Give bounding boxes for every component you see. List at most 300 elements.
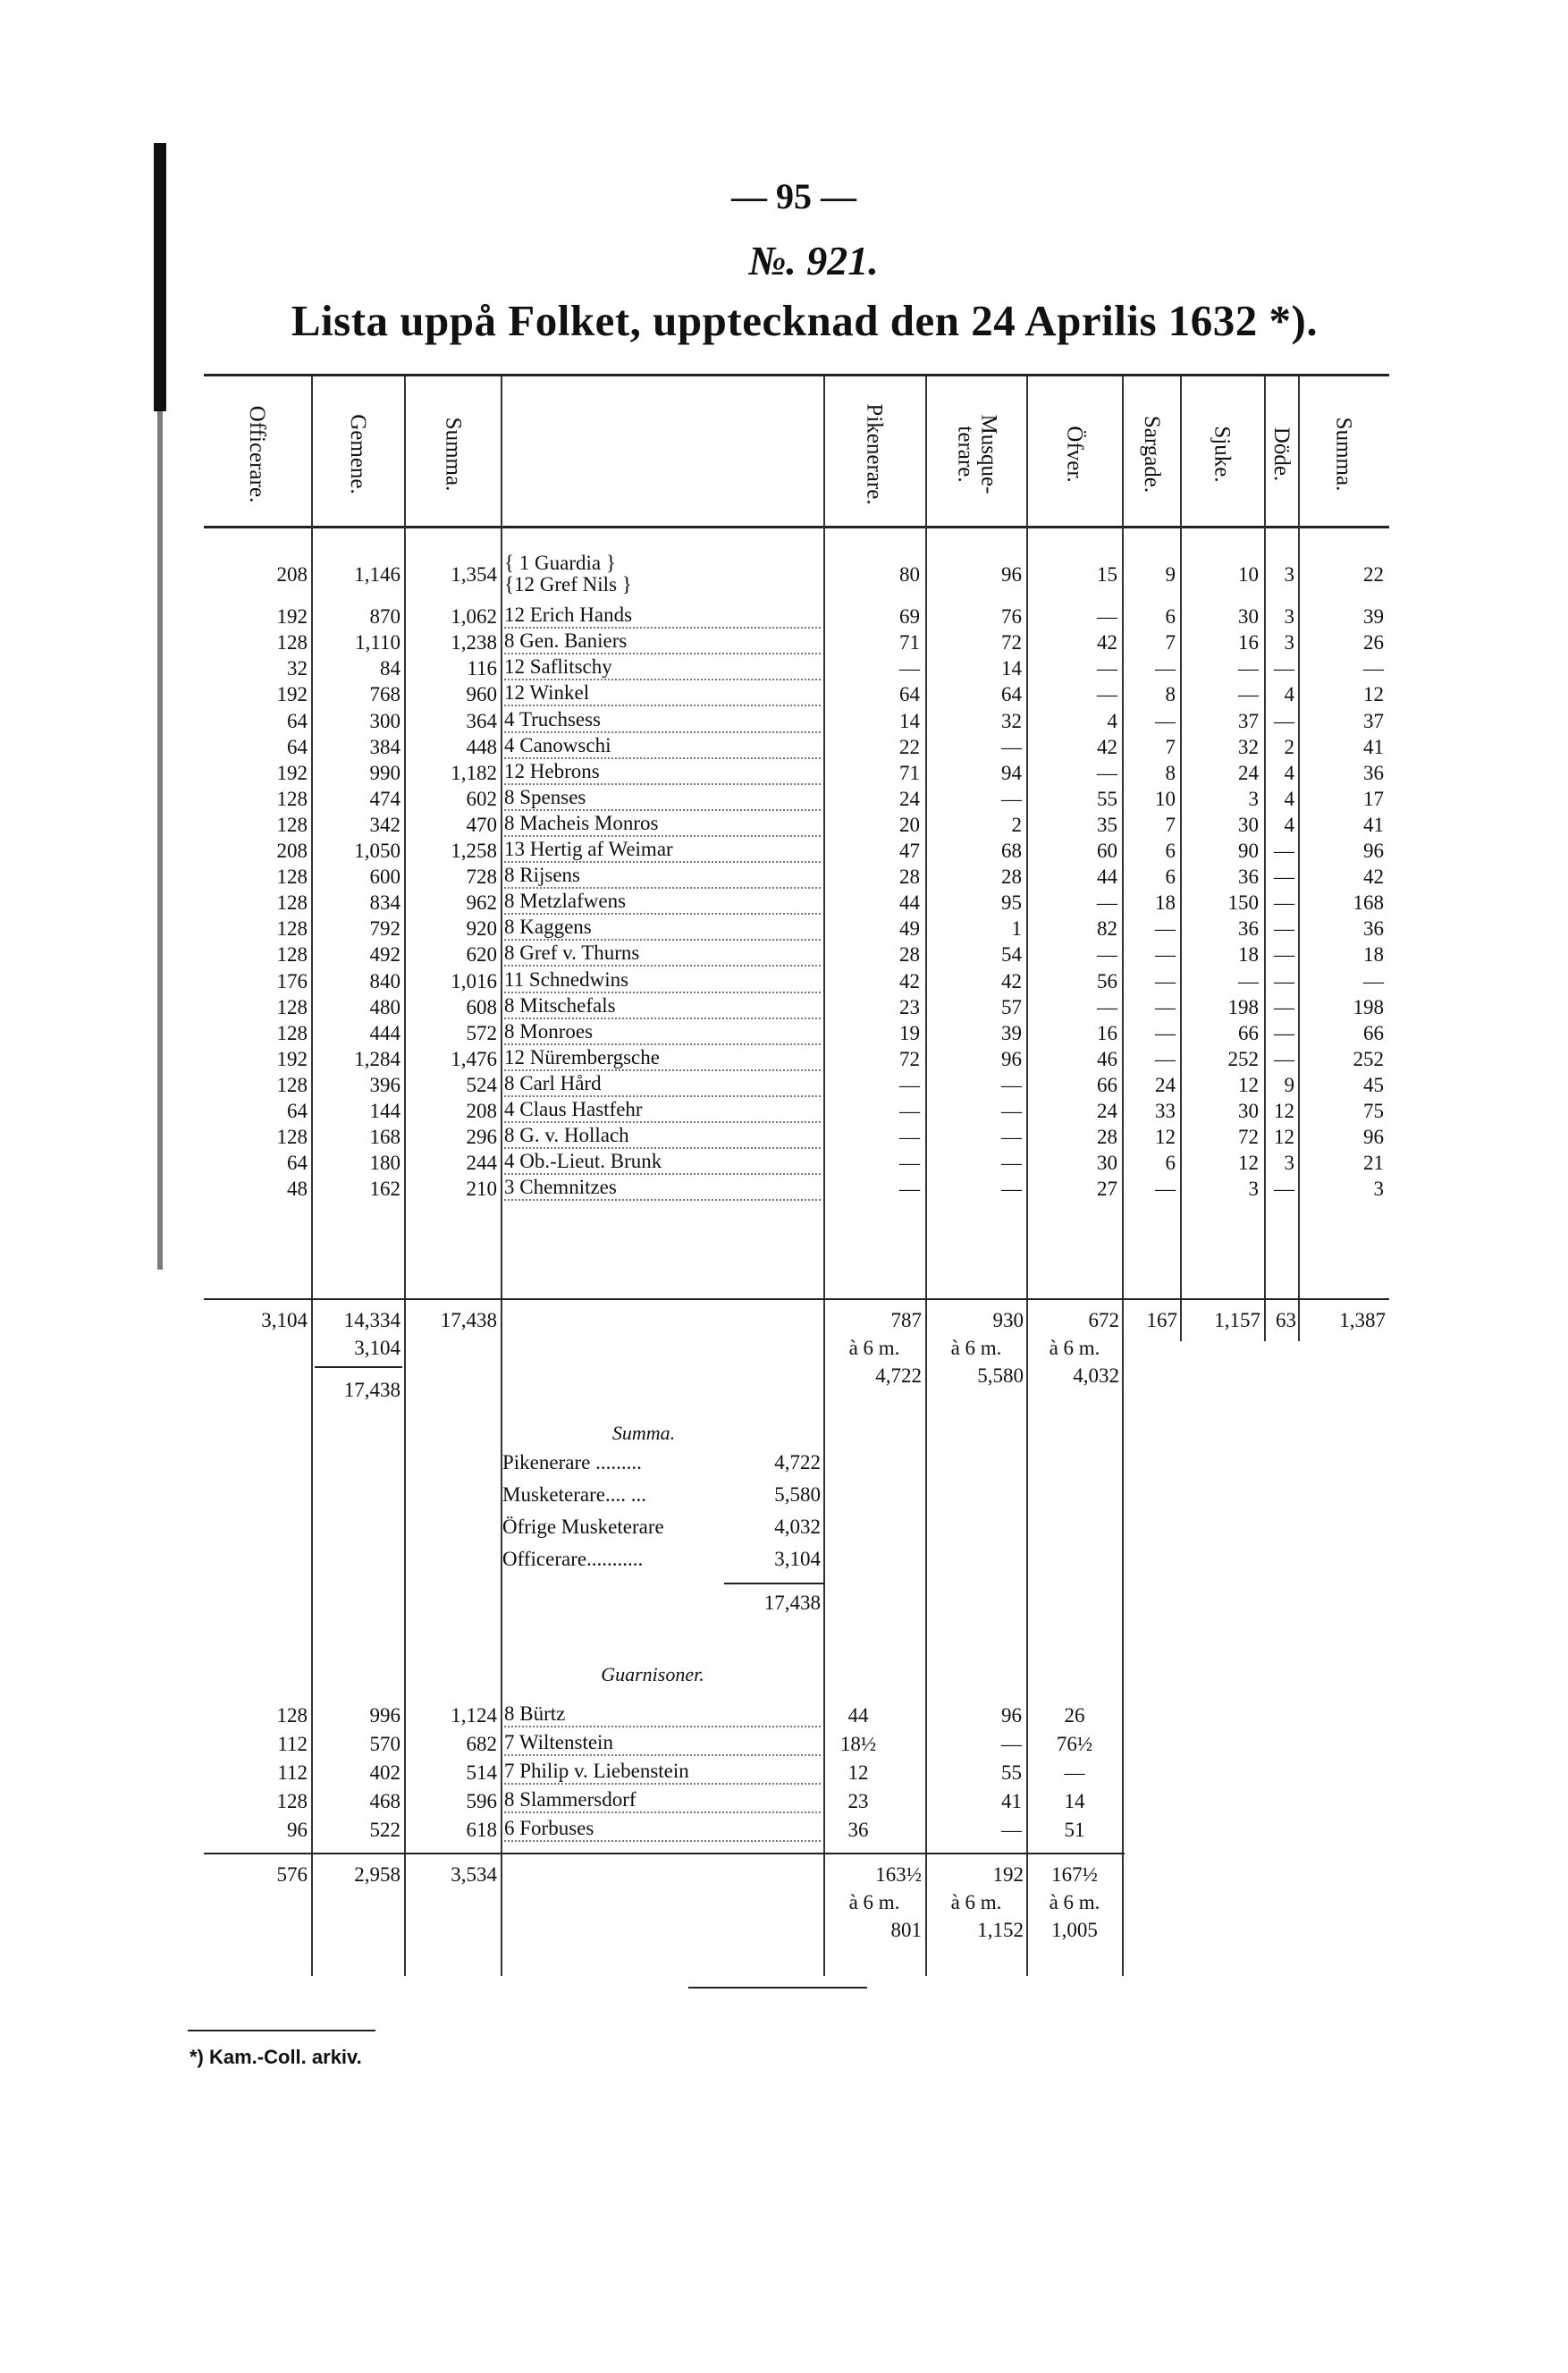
cell-summa: 296 bbox=[466, 1126, 497, 1149]
cell-sjuke: 252 bbox=[1227, 1047, 1259, 1070]
cell-summa: 618 bbox=[466, 1819, 497, 1841]
cell-summa: 1,182 bbox=[451, 761, 497, 784]
cell-dode: — bbox=[1274, 891, 1294, 915]
cell-sargade: 33 bbox=[1155, 1100, 1176, 1122]
cell-ofver: 46 bbox=[1097, 1047, 1117, 1070]
cell-summa: 960 bbox=[466, 683, 497, 706]
cell-pikenerare: — bbox=[899, 1152, 920, 1175]
cell-officerare: 128 bbox=[276, 787, 308, 810]
cell-dode: 3 bbox=[1284, 563, 1294, 586]
cell-pikenerare: — bbox=[899, 1126, 920, 1149]
cell-ofver: 82 bbox=[1097, 917, 1117, 941]
cell-summa-2: 17 bbox=[1363, 787, 1384, 810]
cell-summa-2: 12 bbox=[1363, 683, 1384, 706]
cell-summa: 620 bbox=[466, 943, 497, 967]
total-gemene: 14,334 bbox=[343, 1309, 400, 1331]
cell-pikenerare: 36 bbox=[847, 1819, 869, 1841]
cell-gemene: 168 bbox=[369, 1126, 400, 1149]
cell-sjuke: 24 bbox=[1238, 761, 1259, 784]
cell-officerare: 192 bbox=[276, 683, 308, 706]
cell-musqueterare: 28 bbox=[1001, 866, 1022, 889]
cell-summa-2: 21 bbox=[1363, 1152, 1384, 1175]
total-musqueterare: 930 bbox=[992, 1309, 1024, 1331]
cell-dode: — bbox=[1274, 1021, 1294, 1044]
cell-garrison: 6 Forbuses bbox=[504, 1817, 821, 1842]
garrison-total-musqueterare-rate: à 6 m. bbox=[950, 1891, 1002, 1913]
cell-summa: 682 bbox=[466, 1733, 497, 1755]
table-row bbox=[0, 734, 1568, 761]
footnote-rule bbox=[188, 2030, 375, 2031]
total-sargade: 167 bbox=[1146, 1309, 1177, 1331]
col-header-sargade: Sargade. bbox=[1140, 415, 1165, 494]
table-row bbox=[0, 629, 1568, 656]
cell-pikenerare: 42 bbox=[899, 969, 920, 992]
cell-gemene: 522 bbox=[369, 1819, 400, 1841]
cell-gemene: 1,146 bbox=[354, 563, 400, 586]
page-end-rule bbox=[688, 1987, 867, 1989]
cell-sargade: 18 bbox=[1155, 891, 1176, 915]
table-row bbox=[0, 1046, 1568, 1073]
cell-musqueterare: — bbox=[1001, 735, 1022, 758]
cell-musqueterare: 96 bbox=[1001, 563, 1022, 586]
cell-officerare: 128 bbox=[276, 1073, 308, 1096]
garrison-total-summa: 3,534 bbox=[451, 1863, 497, 1886]
cell-sargade: 9 bbox=[1165, 563, 1176, 586]
cell-regiment: 12 Nürembergsche bbox=[504, 1046, 821, 1071]
cell-summa: 210 bbox=[466, 1178, 497, 1201]
cell-ofver: 35 bbox=[1097, 813, 1117, 836]
cell-pikenerare: 71 bbox=[899, 761, 920, 784]
table-row bbox=[0, 812, 1568, 839]
cell-musqueterare: — bbox=[1001, 1100, 1022, 1122]
cell-dode: — bbox=[1274, 657, 1294, 680]
cell-sjuke: 30 bbox=[1238, 605, 1259, 629]
total-pikenerare-amount: 4,722 bbox=[875, 1364, 922, 1387]
cell-regiment: 8 Metzlafwens bbox=[504, 890, 821, 915]
total-gemene-net: 17,438 bbox=[343, 1379, 400, 1401]
scan-edge-mark bbox=[154, 143, 166, 411]
cell-pikenerare: 72 bbox=[899, 1047, 920, 1070]
cell-summa-2: 26 bbox=[1363, 631, 1384, 654]
garrison-total-ofver-rate: à 6 m. bbox=[1049, 1891, 1100, 1913]
cell-summa-2: 18 bbox=[1363, 943, 1384, 967]
footnote: *) Kam.-Coll. arkiv. bbox=[190, 2046, 362, 2068]
garrison-total-officerare: 576 bbox=[276, 1863, 308, 1886]
cell-ofver: 16 bbox=[1097, 1021, 1117, 1044]
cell-musqueterare: 42 bbox=[1001, 969, 1022, 992]
cell-officerare: 64 bbox=[287, 1152, 308, 1175]
cell-dode: — bbox=[1274, 917, 1294, 941]
table-row bbox=[0, 708, 1568, 735]
cell-sjuke: 12 bbox=[1238, 1073, 1259, 1096]
cell-sargade: 10 bbox=[1155, 787, 1176, 810]
table-row bbox=[0, 916, 1568, 942]
garrison-row bbox=[0, 1817, 1568, 1844]
table-row bbox=[0, 760, 1568, 787]
cell-regiment: 8 Rijsens bbox=[504, 864, 821, 889]
cell-sjuke: — bbox=[1238, 683, 1259, 706]
summary-line-label: Pikenerare ......... bbox=[502, 1451, 642, 1474]
cell-summa-2: 41 bbox=[1363, 735, 1384, 758]
cell-summa: 1,354 bbox=[451, 563, 497, 586]
cell-officerare: 128 bbox=[276, 891, 308, 915]
table-row bbox=[0, 942, 1568, 968]
summary-total-rule bbox=[724, 1583, 824, 1584]
cell-regiment: 3 Chemnitzes bbox=[504, 1176, 821, 1201]
col-header-summa-2: Summa. bbox=[1331, 417, 1355, 492]
cell-regiment: 8 Macheis Monros bbox=[504, 812, 821, 837]
cell-musqueterare: 94 bbox=[1001, 761, 1022, 784]
cell-sargade: — bbox=[1155, 657, 1176, 680]
cell-sargade: 7 bbox=[1165, 735, 1176, 758]
cell-sjuke: 12 bbox=[1238, 1152, 1259, 1175]
cell-officerare: 48 bbox=[287, 1178, 308, 1201]
table-row bbox=[0, 864, 1568, 891]
cell-regiment: 8 Kaggens bbox=[504, 916, 821, 941]
cell-summa-2: — bbox=[1363, 657, 1384, 680]
cell-sargade: 24 bbox=[1155, 1073, 1176, 1096]
cell-musqueterare: 68 bbox=[1001, 840, 1022, 862]
cell-ofver: 26 bbox=[1064, 1704, 1085, 1727]
table-row bbox=[0, 1176, 1568, 1203]
total-gemene-minus: 3,104 bbox=[354, 1337, 400, 1359]
garrison-total-pikenerare-amount: 801 bbox=[890, 1919, 922, 1941]
cell-gemene: 384 bbox=[369, 735, 400, 758]
cell-officerare: 192 bbox=[276, 605, 308, 629]
summary-line-label: Musketerare.... ... bbox=[502, 1483, 646, 1506]
table-row bbox=[0, 786, 1568, 813]
cell-pikenerare: — bbox=[899, 657, 920, 680]
cell-pikenerare: — bbox=[899, 1100, 920, 1122]
cell-dode: — bbox=[1274, 840, 1294, 862]
cell-sjuke: 90 bbox=[1238, 840, 1259, 862]
col-header-sjuke: Sjuke. bbox=[1210, 426, 1235, 483]
cell-sjuke: 36 bbox=[1238, 917, 1259, 941]
cell-officerare: 128 bbox=[276, 866, 308, 889]
cell-ofver: 15 bbox=[1097, 563, 1117, 586]
cell-officerare: 128 bbox=[276, 1790, 308, 1812]
cell-officerare: 192 bbox=[276, 1047, 308, 1070]
cell-officerare: 128 bbox=[276, 917, 308, 941]
cell-musqueterare: — bbox=[1001, 1178, 1022, 1201]
cell-gemene: 162 bbox=[369, 1178, 400, 1201]
cell-summa: 602 bbox=[466, 787, 497, 810]
cell-summa-2: 75 bbox=[1363, 1100, 1384, 1122]
cell-sargade: — bbox=[1155, 709, 1176, 732]
table-row bbox=[0, 994, 1568, 1021]
cell-sargade: 7 bbox=[1165, 813, 1176, 836]
cell-sjuke: 30 bbox=[1238, 813, 1259, 836]
table-row bbox=[0, 553, 1568, 595]
cell-pikenerare: 64 bbox=[899, 683, 920, 706]
page-number: — 95 — bbox=[731, 176, 856, 216]
cell-gemene: 396 bbox=[369, 1073, 400, 1096]
cell-summa-2: 37 bbox=[1363, 709, 1384, 732]
cell-dode: 3 bbox=[1284, 631, 1294, 654]
cell-ofver: 51 bbox=[1064, 1819, 1085, 1841]
cell-regiment: 8 Gen. Baniers bbox=[504, 629, 821, 654]
table-row bbox=[0, 1072, 1568, 1099]
cell-pikenerare: 69 bbox=[899, 605, 920, 629]
total-sjuke: 1,157 bbox=[1214, 1309, 1260, 1331]
cell-pikenerare: 18½ bbox=[839, 1733, 877, 1755]
cell-sargade: 6 bbox=[1165, 866, 1176, 889]
cell-musqueterare: 57 bbox=[1001, 995, 1022, 1018]
cell-pikenerare: 23 bbox=[899, 995, 920, 1018]
cell-summa: 728 bbox=[466, 866, 497, 889]
cell-summa: 920 bbox=[466, 917, 497, 941]
col-header-summa: Summa. bbox=[441, 417, 465, 492]
cell-gemene: 1,110 bbox=[355, 631, 400, 654]
cell-ofver: 42 bbox=[1097, 631, 1117, 654]
cell-summa: 596 bbox=[466, 1790, 497, 1812]
cell-sargade: — bbox=[1155, 917, 1176, 941]
cell-sjuke: 72 bbox=[1238, 1126, 1259, 1149]
cell-sjuke: — bbox=[1238, 969, 1259, 992]
cell-gemene: 600 bbox=[369, 866, 400, 889]
cell-officerare: 128 bbox=[276, 995, 308, 1018]
cell-ofver: — bbox=[1097, 891, 1117, 915]
cell-gemene: 840 bbox=[369, 969, 400, 992]
garrison-row bbox=[0, 1731, 1568, 1758]
cell-gemene: 1,284 bbox=[354, 1047, 400, 1070]
cell-officerare: 128 bbox=[276, 1126, 308, 1149]
total-ofver: 672 bbox=[1088, 1309, 1119, 1331]
document-number: №. 921. bbox=[748, 238, 879, 283]
cell-summa: 448 bbox=[466, 735, 497, 758]
cell-pikenerare: 24 bbox=[899, 787, 920, 810]
cell-musqueterare: — bbox=[1001, 1733, 1022, 1755]
cell-gemene: 474 bbox=[369, 787, 400, 810]
cell-musqueterare: 95 bbox=[1001, 891, 1022, 915]
cell-regiment: 4 Claus Hastfehr bbox=[504, 1098, 821, 1123]
cell-dode: 3 bbox=[1284, 605, 1294, 629]
cell-summa-2: 45 bbox=[1363, 1073, 1384, 1096]
cell-summa-2: 39 bbox=[1363, 605, 1384, 629]
cell-summa-2: 168 bbox=[1353, 891, 1384, 915]
cell-regiment: 8 G. v. Hollach bbox=[504, 1124, 821, 1149]
cell-summa-2: 252 bbox=[1353, 1047, 1384, 1070]
cell-sjuke: 3 bbox=[1248, 787, 1259, 810]
cell-pikenerare: — bbox=[899, 1178, 920, 1201]
cell-ofver: 66 bbox=[1097, 1073, 1117, 1096]
cell-sjuke: 66 bbox=[1238, 1021, 1259, 1044]
total-summa: 17,438 bbox=[440, 1309, 497, 1331]
cell-regiment: 4 Truchsess bbox=[504, 708, 821, 733]
cell-sjuke: 32 bbox=[1238, 735, 1259, 758]
cell-pikenerare: 28 bbox=[899, 866, 920, 889]
summary-line-value: 5,580 bbox=[774, 1483, 821, 1506]
cell-sjuke: 16 bbox=[1238, 631, 1259, 654]
table-row bbox=[0, 604, 1568, 630]
cell-pikenerare: 80 bbox=[899, 563, 920, 586]
cell-summa: 1,062 bbox=[451, 605, 497, 629]
cell-pikenerare: 14 bbox=[899, 709, 920, 732]
cell-sargade: — bbox=[1155, 1021, 1176, 1044]
cell-summa: 244 bbox=[466, 1152, 497, 1175]
header-bottom-rule bbox=[204, 526, 1389, 528]
cell-dode: 4 bbox=[1284, 683, 1294, 706]
total-pikenerare-rate: à 6 m. bbox=[848, 1337, 900, 1359]
cell-ofver: 42 bbox=[1097, 735, 1117, 758]
garrison-total-pikenerare: 163½ bbox=[875, 1863, 922, 1886]
cell-regiment: 13 Hertig af Weimar bbox=[504, 838, 821, 863]
cell-musqueterare: 54 bbox=[1001, 943, 1022, 967]
cell-summa: 608 bbox=[466, 995, 497, 1018]
cell-summa: 116 bbox=[467, 657, 497, 680]
cell-musqueterare: 14 bbox=[1001, 657, 1022, 680]
cell-pikenerare: 47 bbox=[899, 840, 920, 862]
cell-gemene: 1,050 bbox=[354, 840, 400, 862]
cell-gemene: 768 bbox=[369, 683, 400, 706]
cell-officerare: 128 bbox=[276, 943, 308, 967]
cell-sjuke: 150 bbox=[1227, 891, 1259, 915]
cell-garrison: 8 Slammersdorf bbox=[504, 1788, 821, 1813]
cell-regiment: 8 Mitschefals bbox=[504, 994, 821, 1019]
cell-gemene: 792 bbox=[369, 917, 400, 941]
summary-line-label: Officerare........... bbox=[502, 1548, 644, 1570]
cell-musqueterare: 72 bbox=[1001, 631, 1022, 654]
cell-ofver: 4 bbox=[1107, 709, 1117, 732]
cell-musqueterare: 1 bbox=[1011, 917, 1022, 941]
cell-summa-2: — bbox=[1363, 969, 1384, 992]
cell-officerare: 128 bbox=[276, 631, 308, 654]
cell-pikenerare: 20 bbox=[899, 813, 920, 836]
cell-summa-2: 66 bbox=[1363, 1021, 1384, 1044]
garrison-caption: Guarnisoner. bbox=[601, 1663, 704, 1685]
cell-sjuke: 3 bbox=[1248, 1178, 1259, 1201]
cell-dode: — bbox=[1274, 943, 1294, 967]
cell-dode: 2 bbox=[1284, 735, 1294, 758]
cell-summa: 524 bbox=[466, 1073, 497, 1096]
table-row bbox=[0, 681, 1568, 708]
cell-gemene: 570 bbox=[369, 1733, 400, 1755]
cell-sargade: 6 bbox=[1165, 840, 1176, 862]
cell-gemene: 342 bbox=[369, 813, 400, 836]
cell-dode: — bbox=[1274, 1047, 1294, 1070]
table-row bbox=[0, 1098, 1568, 1125]
table-row bbox=[0, 1020, 1568, 1047]
cell-sargade: 6 bbox=[1165, 605, 1176, 629]
cell-ofver: 56 bbox=[1097, 969, 1117, 992]
summary-line-value: 4,722 bbox=[774, 1451, 821, 1474]
cell-pikenerare: 71 bbox=[899, 631, 920, 654]
cell-gemene: 990 bbox=[369, 761, 400, 784]
cell-musqueterare: — bbox=[1001, 1152, 1022, 1175]
cell-sjuke: 36 bbox=[1238, 866, 1259, 889]
gemene-subtotal-rule bbox=[315, 1366, 402, 1368]
garrison-total-musqueterare-amount: 1,152 bbox=[977, 1919, 1024, 1941]
cell-pikenerare: 49 bbox=[899, 917, 920, 941]
cell-officerare: 96 bbox=[287, 1819, 308, 1841]
cell-regiment: 12 Winkel bbox=[504, 681, 821, 706]
cell-sjuke: 30 bbox=[1238, 1100, 1259, 1122]
cell-regiment: 12 Erich Hands bbox=[504, 604, 821, 629]
col-header-gemene: Gemene. bbox=[345, 414, 370, 494]
cell-regiment: 8 Carl Hård bbox=[504, 1072, 821, 1097]
garrison-row bbox=[0, 1760, 1568, 1786]
cell-pikenerare: 44 bbox=[899, 891, 920, 915]
cell-regiment: 8 Spenses bbox=[504, 786, 821, 811]
cell-summa: 208 bbox=[466, 1100, 497, 1122]
cell-pikenerare: 28 bbox=[899, 943, 920, 967]
cell-musqueterare: 96 bbox=[1001, 1047, 1022, 1070]
cell-gemene: 492 bbox=[369, 943, 400, 967]
cell-gemene: 480 bbox=[369, 995, 400, 1018]
garrison-total-gemene: 2,958 bbox=[354, 1863, 400, 1886]
garrison-totals-rule bbox=[204, 1853, 1125, 1854]
cell-officerare: 64 bbox=[287, 1100, 308, 1122]
cell-ofver: — bbox=[1097, 605, 1117, 629]
cell-pikenerare: 12 bbox=[847, 1761, 869, 1784]
cell-sargade: — bbox=[1155, 1047, 1176, 1070]
cell-sjuke: 10 bbox=[1238, 563, 1259, 586]
cell-musqueterare: — bbox=[1001, 787, 1022, 810]
cell-garrison: 8 Bürtz bbox=[504, 1702, 821, 1727]
cell-regiment: 11 Schnedwins bbox=[504, 968, 821, 993]
garrison-row bbox=[0, 1702, 1568, 1729]
col-header-pikenerare: Pikenerare. bbox=[863, 403, 888, 505]
cell-summa: 1,124 bbox=[451, 1704, 497, 1727]
summary-line-value: 3,104 bbox=[774, 1548, 821, 1570]
table-row bbox=[0, 968, 1568, 995]
cell-musqueterare: 64 bbox=[1001, 683, 1022, 706]
cell-summa: 514 bbox=[466, 1761, 497, 1784]
total-ofver-amount: 4,032 bbox=[1073, 1364, 1119, 1387]
garrison-row bbox=[0, 1788, 1568, 1815]
cell-sargade: 7 bbox=[1165, 631, 1176, 654]
cell-officerare: 64 bbox=[287, 709, 308, 732]
cell-pikenerare: 44 bbox=[847, 1704, 869, 1727]
cell-ofver: 76½ bbox=[1056, 1733, 1093, 1755]
cell-summa-2: 96 bbox=[1363, 840, 1384, 862]
cell-dode: 4 bbox=[1284, 813, 1294, 836]
cell-ofver: — bbox=[1097, 657, 1117, 680]
garrison-total-musqueterare: 192 bbox=[992, 1863, 1024, 1886]
cell-officerare: 128 bbox=[276, 1704, 308, 1727]
total-dode: 63 bbox=[1276, 1309, 1296, 1331]
cell-dode: 4 bbox=[1284, 761, 1294, 784]
cell-ofver: 55 bbox=[1097, 787, 1117, 810]
cell-musqueterare: — bbox=[1001, 1073, 1022, 1096]
cell-ofver: 60 bbox=[1097, 840, 1117, 862]
col-header-officerare: Officerare. bbox=[244, 405, 269, 503]
cell-officerare: 208 bbox=[276, 563, 308, 586]
table-row bbox=[0, 838, 1568, 865]
col-header-dode: Döde. bbox=[1269, 426, 1294, 482]
cell-dode: — bbox=[1274, 866, 1294, 889]
cell-gemene: 402 bbox=[369, 1761, 400, 1784]
garrison-total-ofver-amount: 1,005 bbox=[1051, 1919, 1098, 1941]
cell-regiment: 8 Monroes bbox=[504, 1020, 821, 1045]
cell-regiment: 4 Canowschi bbox=[504, 734, 821, 759]
cell-dode: — bbox=[1274, 995, 1294, 1018]
cell-regiment: 12 Saflitschy bbox=[504, 655, 821, 680]
cell-summa-2: 22 bbox=[1363, 563, 1384, 586]
cell-summa-2: 96 bbox=[1363, 1126, 1384, 1149]
table-top-rule bbox=[204, 374, 1389, 376]
table-row bbox=[0, 655, 1568, 682]
cell-summa: 1,238 bbox=[451, 631, 497, 654]
cell-officerare: 128 bbox=[276, 813, 308, 836]
cell-ofver: — bbox=[1097, 761, 1117, 784]
cell-officerare: 64 bbox=[287, 735, 308, 758]
cell-summa-2: 36 bbox=[1363, 917, 1384, 941]
cell-summa-2: 41 bbox=[1363, 813, 1384, 836]
total-musqueterare-rate: à 6 m. bbox=[950, 1337, 1002, 1359]
cell-ofver: 30 bbox=[1097, 1152, 1117, 1175]
cell-dode: 3 bbox=[1284, 1152, 1294, 1175]
